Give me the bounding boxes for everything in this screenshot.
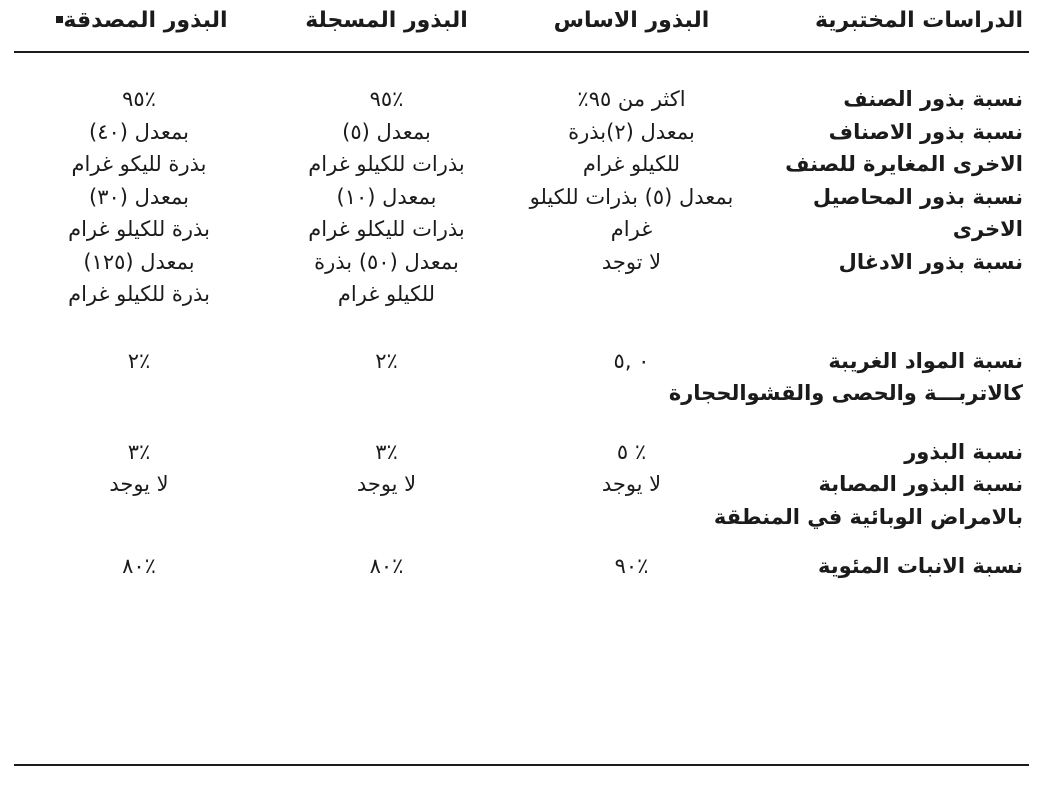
row-certified-value: بمعدل (١٢٥)	[83, 249, 195, 274]
row-basic-value: ٪٩٠	[614, 553, 649, 578]
row-registered-value: ٪٩٥	[369, 87, 404, 111]
row-registered-value: ٪٨٠	[369, 553, 404, 578]
row-basic-value: للكيلو غرام	[582, 152, 681, 177]
row-basic-value: ٪ ٥	[616, 439, 647, 464]
column-header-basic-seed: البذور الاساس	[553, 8, 710, 33]
row-certified-value: بذرة للكيلو غرام	[68, 282, 210, 307]
table-header-row	[14, 0, 1029, 33]
table-row	[14, 181, 1029, 214]
row-label: الاخرى	[952, 217, 1023, 242]
table-row	[14, 213, 1029, 246]
table-row	[14, 83, 1029, 116]
table-row-foreign-matter	[14, 345, 1029, 378]
row-label: نسبة البذور	[904, 439, 1023, 464]
section-gap	[14, 534, 1029, 550]
row-registered-value: بذرات للكيلو غرام	[308, 152, 465, 177]
row-registered-value: ٪٣	[375, 439, 398, 464]
table-row	[14, 278, 1029, 311]
foreign-matter-note-row	[14, 377, 1029, 410]
foreign-matter-note: كالاتربـــة والحصى والقشوالحجارة	[668, 381, 1023, 406]
table-row	[14, 116, 1029, 149]
row-certified-value: ٪٨٠	[122, 553, 156, 578]
row-basic-value: لا يوجد	[601, 472, 662, 497]
row-certified-value: بذرة للكيلو غرام	[68, 217, 210, 242]
row-label: نسبة المواد الغريبة	[828, 348, 1023, 373]
row-label: نسبة البذور المصابة	[818, 472, 1023, 497]
row-registered-value: لا يوجد	[356, 472, 417, 497]
column-header-certified-seed	[14, 8, 264, 33]
row-basic-value: بمعدل (٥) بذرات للكيلو	[529, 184, 734, 209]
row-label: نسبة بذور الصنف	[843, 87, 1023, 111]
row-basic-value: لا توجد	[601, 249, 662, 274]
row-registered-value: بمعدل (٥)	[342, 119, 431, 144]
table-row	[14, 436, 1029, 469]
row-basic-value: غرام	[610, 217, 653, 242]
row-certified-value: بمعدل (٤٠)	[88, 119, 190, 144]
table-body	[14, 83, 1029, 582]
row-certified-value: لا يوجد	[109, 472, 169, 497]
row-registered-value: للكيلو غرام	[337, 282, 436, 307]
row-label: نسبة بذور الادغال	[838, 249, 1023, 274]
row-registered-value: ٪٢	[375, 348, 398, 373]
row-label: نسبة بذور الاصناف	[828, 119, 1023, 144]
row-label: نسبة الانبات المئوية	[818, 553, 1023, 578]
row-certified-value: بذرة لليكو غرام	[71, 152, 207, 177]
row-label: نسبة بذور المحاصيل	[812, 184, 1023, 209]
disease-note-row	[14, 501, 1029, 534]
header-divider	[14, 51, 1029, 53]
row-registered-value: بذرات لليكلو غرام	[308, 217, 465, 242]
row-certified-value: بمعدل (٣٠)	[88, 184, 190, 209]
row-certified-value: ٪٩٥	[122, 87, 156, 111]
table-row-germination	[14, 550, 1029, 583]
table-row	[14, 246, 1029, 279]
row-certified-value: ٪٣	[127, 439, 151, 464]
footer-divider	[14, 764, 1029, 766]
column-header-registered-seed: البذور المسجلة	[305, 8, 468, 33]
column-header-category: الدراسات المختبرية	[814, 8, 1023, 33]
row-basic-value: ٠ ,٥	[613, 348, 650, 373]
section-gap	[14, 311, 1029, 345]
row-label: الاخرى المغايرة للصنف	[785, 152, 1023, 177]
row-certified-value: ٪٢	[127, 348, 151, 373]
row-basic-value: بمعدل (٢)بذرة	[568, 119, 695, 144]
certified-seed-label: البذور المصدقة	[63, 8, 228, 33]
row-registered-value: بمعدل (٥٠) بذرة	[314, 249, 459, 274]
table-row	[14, 468, 1029, 501]
table-row	[14, 148, 1029, 181]
section-gap	[14, 410, 1029, 436]
row-basic-value: اكثر من ٩٥٪	[577, 87, 686, 111]
disease-note: بالامراض الوبائية في المنطقة	[713, 505, 1023, 530]
row-registered-value: بمعدل (١٠)	[336, 184, 437, 209]
